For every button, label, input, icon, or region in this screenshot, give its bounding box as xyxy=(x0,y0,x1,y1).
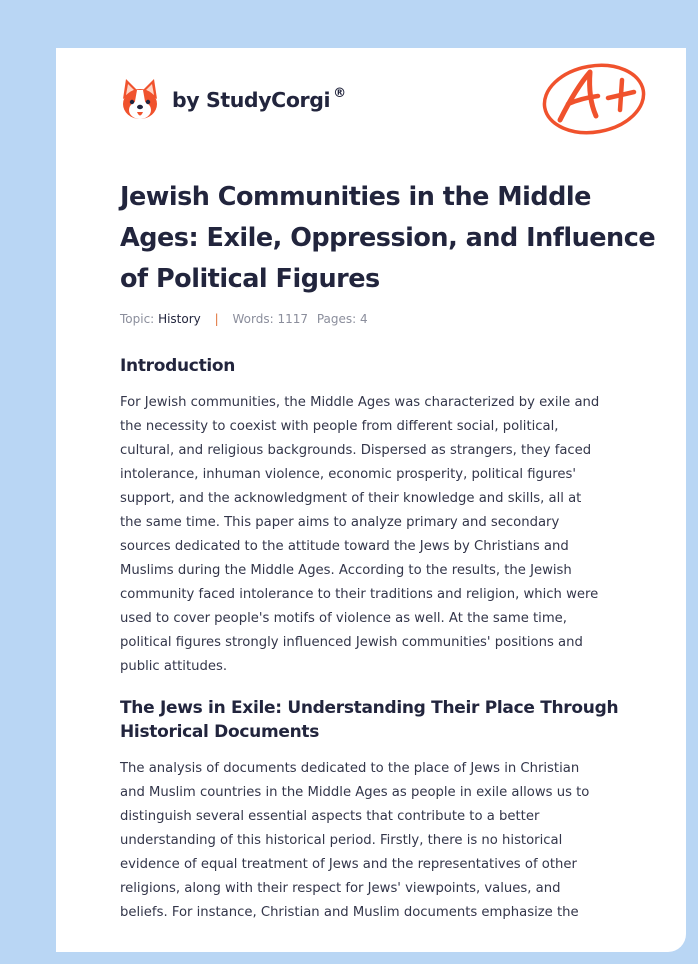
a-plus-icon xyxy=(538,58,650,140)
brand-name: by StudyCorgi ® xyxy=(172,86,346,112)
corgi-icon xyxy=(120,77,160,121)
studycorgi-logo[interactable] xyxy=(120,75,346,123)
grade-badge xyxy=(538,58,650,144)
document-title: Jewish Communities in the Middle Ages: Exile, Oppression, and Influence of Political Figures xyxy=(120,182,656,294)
section-heading-introduction: Introduction xyxy=(120,356,236,376)
topic-label: Topic: xyxy=(120,312,155,326)
document-meta xyxy=(120,312,368,326)
section-paragraph-introduction: For Jewish communities, the Middle Ages was characterized by exile and the necessity to coexist with people from different social, political, cultural, and religious backgrounds. Dispersed as strangers, they faced intolerance, inhuman violence, economic prosperity, political figures' support, and the acknowledgment of their knowledge and skills, all at the same time. This paper aims to analyze primary and secondary sources dedicated to the attitude toward the Jews by Christians and Muslims during the Middle Ages. According to the results, the Jewish community faced intolerance to their traditions and religion, which were used to cover people's motifs of violence as well. At the same time, political figures strongly influenced Jewish communities' positions and public attitudes. xyxy=(120,395,600,674)
meta-separator: | xyxy=(214,312,219,326)
topic-link[interactable]: History xyxy=(158,312,201,326)
pages-label: Pages: xyxy=(316,312,357,326)
section-paragraph-jews-in-exile: The analysis of documents dedicated to the place of Jews in Christian and Muslim countries in the Middle Ages as people in exile allows us to distinguish several essential aspects that contribute to a better understanding of this historical period. Firstly, there is no historical evidence of equal treatment of Jews and the representatives of other religions, along with their respect for Jews' viewpoints, values, and beliefs. For instance, Christian and Muslim documents emphasize the xyxy=(120,761,590,920)
pages-value: 4 xyxy=(360,312,368,326)
registered-mark: ® xyxy=(333,86,346,101)
section-heading-jews-in-exile: The Jews in Exile: Understanding Their Place Through Historical Documents xyxy=(120,698,619,742)
words-label: Words: xyxy=(232,312,274,326)
words-value: 1117 xyxy=(277,312,308,326)
document-card xyxy=(56,48,686,952)
